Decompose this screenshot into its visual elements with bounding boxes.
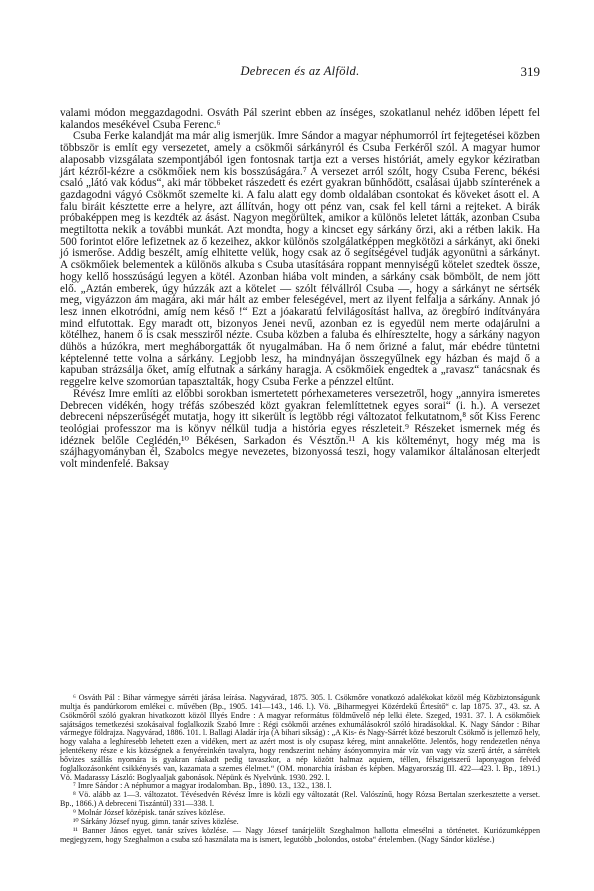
running-title: Debrecen és az Alföld. [240,64,360,78]
footnote: ¹⁰ Sárkány József nyug. gimn. tanár szíves közlése. [73,816,239,826]
paragraph: Csuba Ferke kalandját ma már alig ismerjük. Imre Sándor a magyar néphumorról írt fejtegetései közben többször is említ egy versezetet, amely a csökmői sárkányról és Csuba Ferkéről szól. A magyar humor alaposabb vizsgálata szempontjából igen fontosnak tartja ezt a verses históriát, amely egykor kéziratban járt kézről-kézre a csökmőiek nem kis bosszúságára.⁷ A versezet arról szólt, hogy Csuba Ferenc, békési csaló „látó vak kódus“, aki már többeket rászedett és ezért gyakran bűnhődött, csalásai újabb színterének a gazdagodni vágyó Csökmőt szemelte ki. A falu alatt egy domb oldalában csontokat és köveket ásott el. A falu biráit késztette erre a helyre, azt állítván, hogy ott pénz van, csak fel kell tárni a rejteket. A birák próbaképpen meg is kezdték az ásást. Nagyon megörültek, amikor a különös leletet látták, azonban Csuba megtiltotta nekik a további munkát. Azt mondta, hogy a kincset egy sárkány őrzi, aki a rétben lakik. Ha 500 forintot előre lefizetnek az ő kezeihez, akkor különös szolgálatképpen megkötözi a sárkányt, aki őneki jó ismerőse. Addig beszélt, amíg elhitette velük, hogy csak az ő segítségével tudják agyonütni a sárkányt. A csökmőiek belementek a különös alkuba s Csuba utasítására roppant mennyiségű kötelet szedtek össze, hogy kellő hosszúságú legyen a kötél. Azonban hiába volt minden, a sárkány csak bömbölt, de nem jött elő. „Aztán emberek, úgy húzzák azt a kötelet — szólt félvállról Csuba —, hogy a sárkányt ne sértsék meg, vigyázzon ám magára, aki már hált az ember feleségével, mert az ilyent felfalja a sárkány. Annak jó lesz innen elkotródni, amíg nem késő !“ Ezt a jóakaratú felvilágosítást hallva, az öregbíró indítványára mind elfutottak. Egy maradt ott, bizonyos Jenei nevű, azonban ez is egyedül nem merte odajárulni a kötélhez, hanem ő is csak messziről nézte. Csuba közben a faluba és elhíresztelte, hogy a sárkány nagyon dühös a húzókra, mert megháborgatták őt nyugalmában. Ha ő nem őrizné a falut, már ebédre tüntetni képtelenné tette volna a sárkány. Legjobb lesz, ha mindnyájan összegyűlnek egy házban és majd ő a kapuban strázsálja őket, amíg elfutnak a sárkány haragja. A csökmőiek engedtek a „ravasz“ tanácsnak és reggelre kelve szomorúan tapasztalták, hogy Csuba Ferke a pénzzel eltűnt. [60,130,540,389]
main-text [60,108,540,471]
page-number: 319 [520,64,540,79]
footnotes [60,694,540,844]
footnote: ⁷ Imre Sándor : A néphumor a magyar irodalomban. Bp., 1890. 13., 132., 138. l. [73,781,332,791]
footnote: ¹¹ Banner János egyet. tanár szíves közlése. — Nagy József tanárjelölt Szeghalmon hallotta elmesélni a történetet. Kuriózumképpen megjegyzem, hogy Szeghalmon a csuba szó használata ma is ismert, legutóbb „bolondos, ostoba“ értelemben. (Nagy Sándor közlése.) [60,825,540,844]
paragraph: Révész Imre említi az előbbi sorokban ismertetett pórhexameteres versezetről, hogy „annyira ismeretes Debrecen vidékén, hogy tréfás szóbeszéd közt gyakran felemlíttetnek egyes sorai“ (i. h.). A versezet debreceni népszerűségét mutatja, hogy itt sikerült is legtöbb régi változatot felkutatnom,⁸ sőt Kiss Ferenc teológiai professzor ma is könyv nélkül tudja a história egyes részleteit.⁹ Részeket ismernek még és idéznek belőle Ceglédén,¹⁰ Békésen, Sarkadon és Vésztőn.¹¹ A kis költeményt, hogy még ma is szájhagyományban él, Szabolcs megye nevezetes, bizonyossá teszi, hogy valamikor általánosan elterjedt volt mindenfelé. Baksay [60,387,540,471]
footnote: ⁶ Osváth Pál : Bihar vármegye sárréti járása leírása. Nagyvárad, 1875. 305. l. Csökmőre vonatkozó adalékokat közöl még Közbiztonságunk multja és pandúrkorom emlékei c. művében (Bp., 1905. 141—143., 146. l.). Vö. „Biharmegyei Közérdekű Értesítő“ c. lap 1875. 37., 43. sz. A Csökmőről szóló gyakran hivatkozott közöl Illyés Endre : A magyar református földművelő nép lelki élete. Szeged, 1931. 37. l. A csökmőiek sajátságos temetkezési szokásaival foglalkozik Szabó Imre : Régi csökmői arzénes exhumálásokról szóló hiradásokkal. K. Nagy Sándor : Bihar vármegye földrajza. Nagyvárad, 1886. 101. l. Ballagi Aladár írja (A bihari síkság) : „A Kis- és Nagy-Sárrét közé beszorult Csökmő is jellemző hely, hogy valaha a leghíresebb lehetett ezen a vidéken, mert az azért most is oly csupasz kéreg, mint annakelőtte. Jelentős, hogy rendezetlen nénya jelentékeny része e kis községnek a fenyéreinkén tavalyra, hogy rendszerint nehány ásónyomnyira már víz van vagy víz szerű ártér, a sárrétek bővizes szállás nyomára is gyakran ráakadt pedig tavaszkor, a nép között halmaz aquiem, téllen, félszigetszerű laponyagon felvéd foglalkozásonként csikkénysés van, kazamata a szemes élelmet.“ (OM. monarchia írásban és képben. Magyarország III. 422—423. l. Bp., 1891.) Vö. Madarassy László: Boglyaaljak gabonások. Népünk és Nyelvünk. 1930. 292. l. [60,693,540,782]
paragraph: valami módon meggazdagodni. Osváth Pál szerint ebben az ínséges, szokatlanul nehéz időben lépett fel kalandos mesékével Csuba Ferenc.⁶ [60,107,540,131]
page-header [60,64,540,82]
footnote: ⁸ Vö. alább az 1—3. változatot. Tévésedvén Révész Imre is közli egy változatát (Rel. Valószínű, hogy Rózsa Bertalan szerkesztette a verset. Bp., 1866.) A debreceni Tiszántúl) 331—338. l. [60,790,540,809]
footnote: ⁹ Molnár József középisk. tanár szíves közlése. [73,807,226,817]
